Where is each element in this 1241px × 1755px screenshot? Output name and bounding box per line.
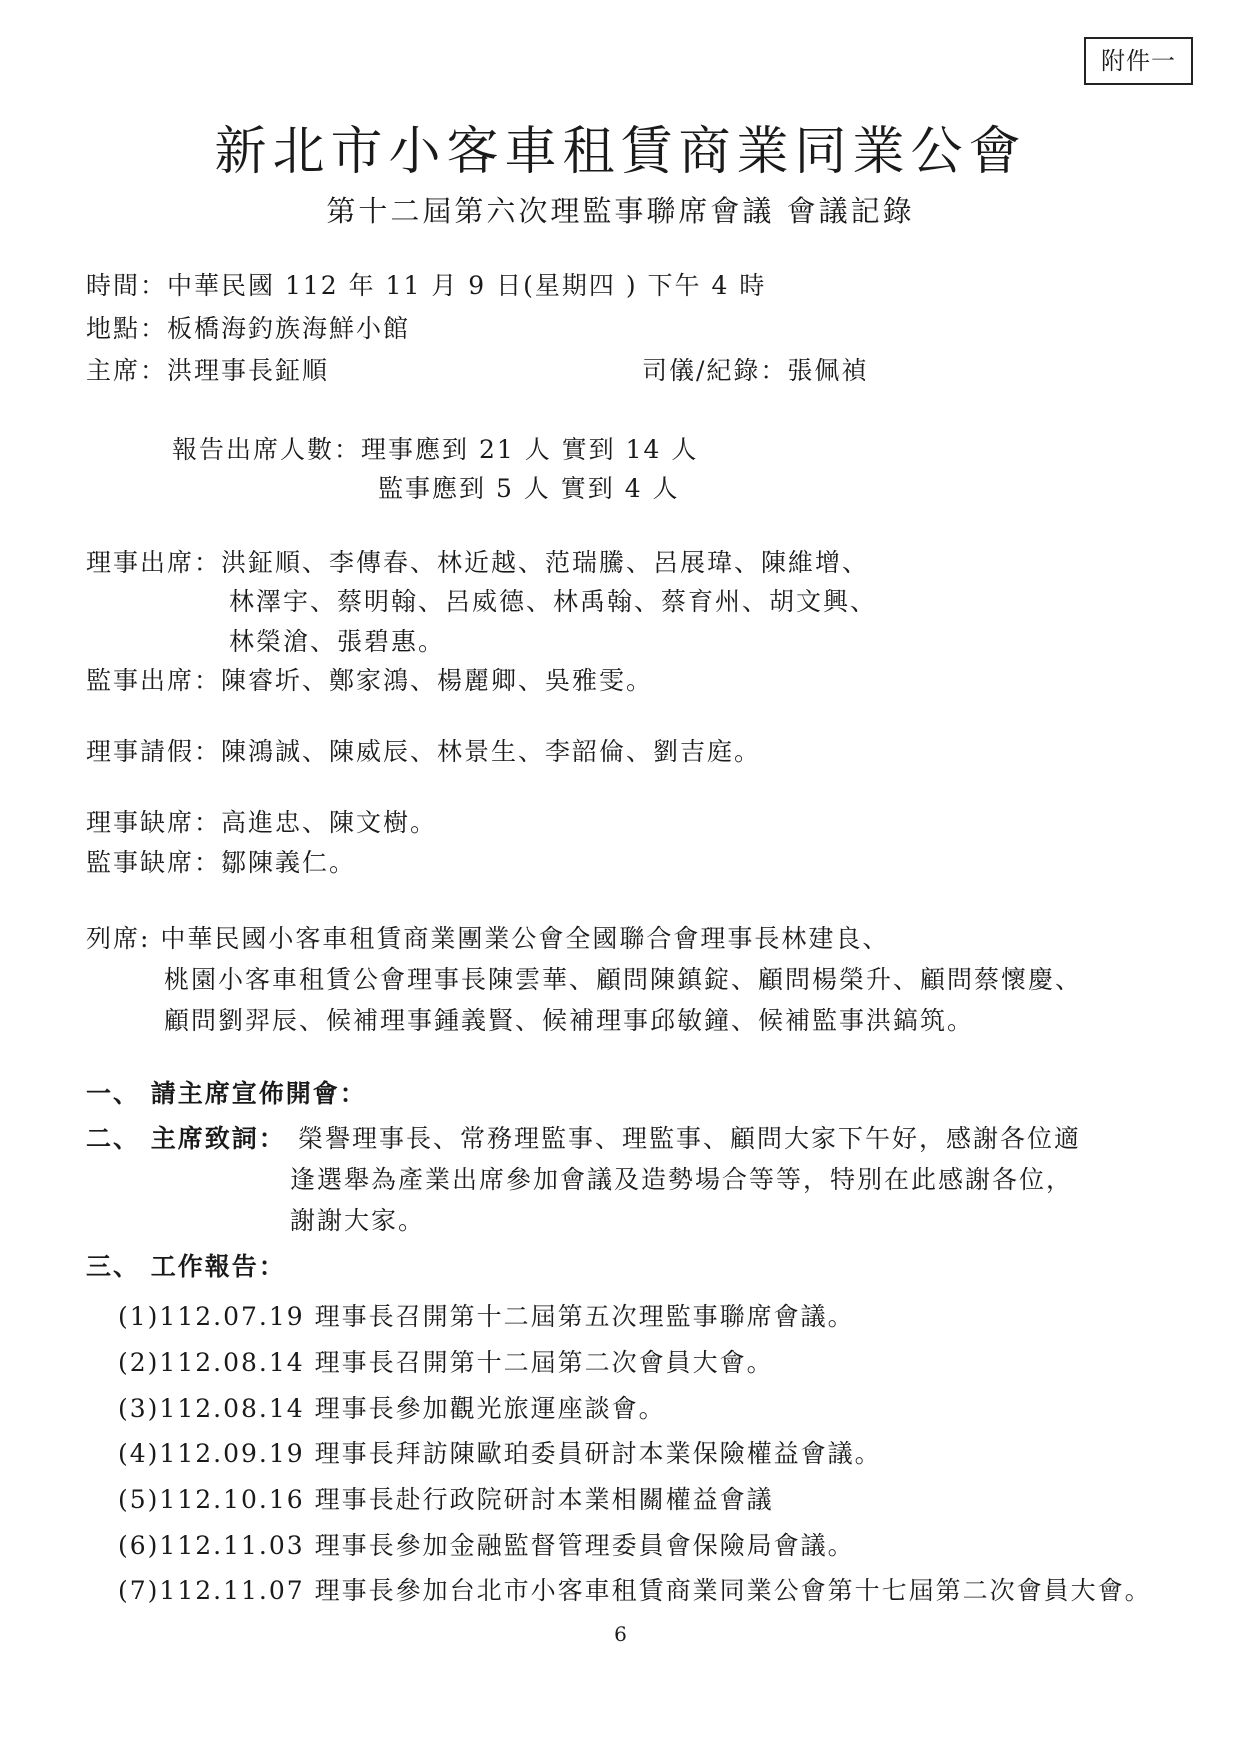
directors-present-line-1: 理事出席：洪鉦順、李傳春、林近越、范瑞騰、呂展瑋、陳維增、 [86, 548, 870, 577]
attendance-supervisors: 監事應到 5 人 實到 4 人 [378, 474, 680, 503]
report-item: (5)112.10.16 理事長赴行政院研討本業相關權益會議 [118, 1485, 774, 1514]
document-subtitle: 第十二屆第六次理監事聯席會議 會議記錄 [326, 194, 915, 228]
section-two-heading: 二、 主席致詞： [86, 1124, 286, 1153]
report-item: (4)112.09.19 理事長拜訪陳歐珀委員研討本業保險權益會議。 [118, 1439, 882, 1468]
attachment-label: 附件一 [1084, 37, 1193, 85]
directors-present-line-2: 林澤宇、蔡明翰、呂威德、林禹翰、蔡育州、胡文興、 [229, 587, 878, 616]
supervisors-present: 監事出席：陳睿圻、鄭家鴻、楊麗卿、吳雅雯。 [86, 666, 654, 695]
attendance-directors: 報告出席人數：理事應到 21 人 實到 14 人 [172, 435, 699, 464]
report-item: (1)112.07.19 理事長召開第十二屆第五次理監事聯席會議。 [118, 1302, 855, 1331]
directors-present-line-3: 林榮滄、張碧惠。 [229, 627, 446, 656]
observers-line-2: 桃園小客車租賃公會理事長陳雲華、顧問陳鎮錠、顧問楊榮升、顧問蔡懷慶、 [164, 965, 1083, 994]
meeting-recorder: 司儀/紀錄：張佩禎 [642, 356, 869, 385]
section-two-line-2: 逢選舉為產業出席參加會議及造勢場合等等，特別在此感謝各位， [290, 1165, 1074, 1194]
observers-line-3: 顧問劉羿辰、候補理事鍾義賢、候補理事邱敏鐘、候補監事洪鎬筑。 [164, 1006, 975, 1035]
section-three-heading: 三、 工作報告： [86, 1252, 286, 1281]
report-item: (3)112.08.14 理事長參加觀光旅運座談會。 [118, 1394, 666, 1423]
observers-line-1: 列席: 中華民國小客車租賃商業團業公會全國聯合會理事長林建良、 [86, 924, 890, 953]
meeting-place: 地點：板橋海釣族海鮮小館 [86, 314, 411, 343]
supervisors-absent: 監事缺席：鄒陳義仁。 [86, 848, 357, 877]
section-two-line-3: 謝謝大家。 [290, 1206, 426, 1235]
page-number: 6 [614, 1622, 627, 1646]
meeting-chair: 主席：洪理事長鉦順 [86, 356, 330, 385]
section-two-line-1: 榮譽理事長、常務理監事、理監事、顧問大家下午好，感謝各位適 [298, 1124, 1082, 1153]
meeting-time: 時間：中華民國 112 年 11 月 9 日(星期四 ) 下午 4 時 [86, 271, 767, 300]
directors-absent: 理事缺席：高進忠、陳文樹。 [86, 808, 438, 837]
report-item: (2)112.08.14 理事長召開第十二屆第二次會員大會。 [118, 1348, 774, 1377]
section-one-heading: 一、 請主席宣佈開會： [86, 1079, 367, 1108]
document-title: 新北市小客車租賃商業同業公會 [214, 122, 1027, 182]
report-item: (6)112.11.03 理事長參加金融監督管理委員會保險局會議。 [118, 1531, 855, 1560]
directors-leave: 理事請假：陳鴻誠、陳威辰、林景生、李韶倫、劉吉庭。 [86, 737, 762, 766]
report-item: (7)112.11.07 理事長參加台北市小客車租賃商業同業公會第十七屆第二次會員大會。 [118, 1576, 1152, 1605]
